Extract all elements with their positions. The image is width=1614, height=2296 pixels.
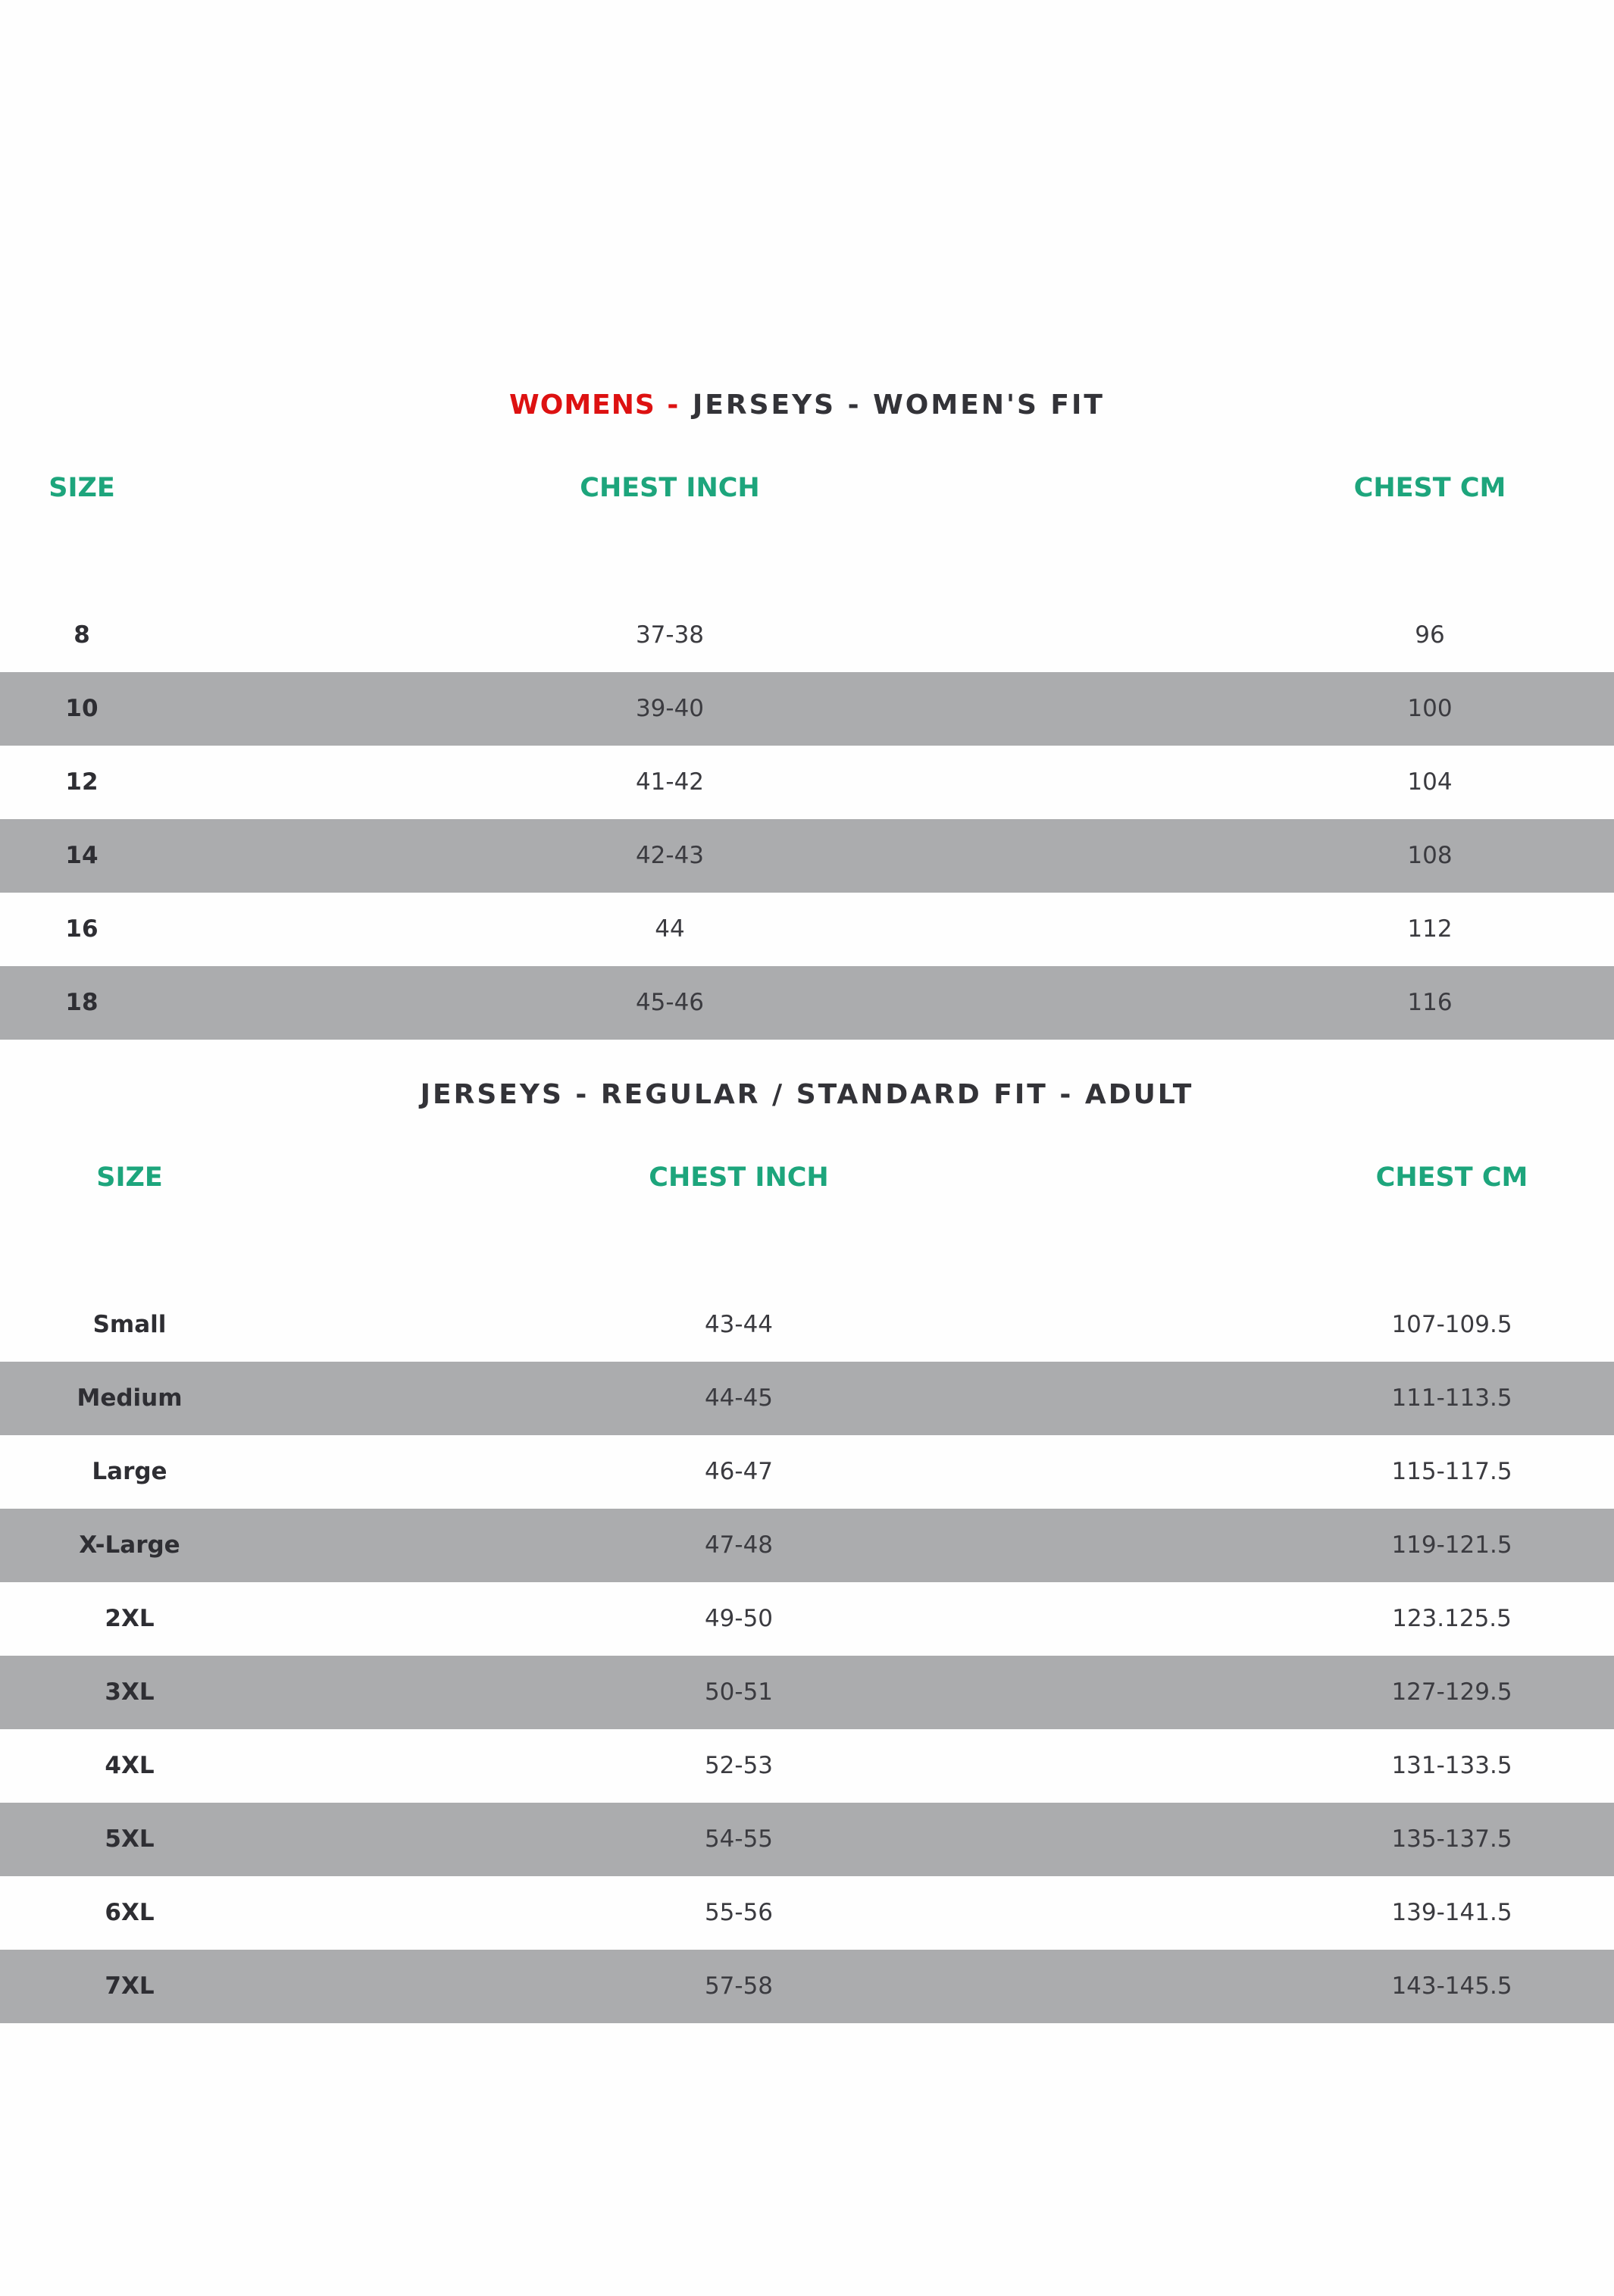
header-size: SIZE [48, 473, 115, 503]
size-cell: 5XL [105, 1825, 155, 1853]
chest-cm-cell: 107-109.5 [1391, 1311, 1512, 1338]
table-row [0, 1803, 1614, 1876]
womens-title-text: JERSEYS - WOMEN'S FIT [692, 389, 1105, 421]
table-row [0, 1729, 1614, 1803]
table-row [0, 819, 1614, 893]
womens-header-row [0, 452, 1614, 525]
chest-inch-cell: 54-55 [704, 1825, 774, 1853]
womens-table-title [0, 389, 1614, 421]
size-cell: 18 [65, 989, 99, 1016]
chest-cm-cell: 96 [1415, 621, 1445, 649]
chest-inch-cell: 44 [655, 915, 685, 943]
header-chest-inch: CHEST INCH [649, 1162, 829, 1193]
chest-cm-cell: 104 [1407, 768, 1453, 796]
chest-cm-cell: 119-121.5 [1391, 1531, 1512, 1559]
regular-table-title: JERSEYS - REGULAR / STANDARD FIT - ADULT [420, 1079, 1194, 1110]
size-cell: 14 [65, 842, 99, 869]
chest-inch-cell: 39-40 [635, 695, 705, 722]
size-cell: 3XL [105, 1678, 155, 1706]
size-cell: Small [92, 1311, 167, 1338]
table-row [0, 746, 1614, 819]
table-row [0, 1288, 1614, 1362]
chest-cm-cell: 112 [1407, 915, 1453, 943]
chest-inch-cell: 47-48 [704, 1531, 774, 1559]
size-cell: X-Large [79, 1531, 180, 1559]
size-cell: 2XL [105, 1605, 155, 1632]
table-row [0, 1509, 1614, 1582]
chest-cm-cell: 100 [1407, 695, 1453, 722]
table-row [0, 1876, 1614, 1950]
chest-cm-cell: 123.125.5 [1392, 1605, 1512, 1632]
chest-cm-cell: 115-117.5 [1391, 1458, 1512, 1485]
size-cell: 4XL [105, 1752, 155, 1779]
womens-label: WOMENS [509, 389, 655, 421]
chest-cm-cell: 111-113.5 [1391, 1384, 1512, 1412]
header-chest-cm: CHEST CM [1353, 473, 1506, 503]
chest-cm-cell: 143-145.5 [1391, 1972, 1512, 2000]
size-cell: 16 [65, 915, 99, 943]
chest-inch-cell: 42-43 [635, 842, 705, 869]
chest-inch-cell: 50-51 [704, 1678, 774, 1706]
table-row [0, 893, 1614, 966]
table-row [0, 1582, 1614, 1656]
chest-cm-cell: 127-129.5 [1391, 1678, 1512, 1706]
chest-inch-cell: 44-45 [704, 1384, 774, 1412]
header-chest-inch: CHEST INCH [580, 473, 760, 503]
table-row [0, 1362, 1614, 1435]
chest-inch-cell: 41-42 [635, 768, 705, 796]
chest-inch-cell: 43-44 [704, 1311, 774, 1338]
chest-cm-cell: 139-141.5 [1391, 1899, 1512, 1926]
table-row [0, 1656, 1614, 1729]
chest-inch-cell: 55-56 [704, 1899, 774, 1926]
table-row [0, 1950, 1614, 2023]
chest-inch-cell: 46-47 [704, 1458, 774, 1485]
table-row [0, 1435, 1614, 1509]
chest-inch-cell: 45-46 [635, 989, 705, 1016]
chest-inch-cell: 37-38 [635, 621, 705, 649]
chest-cm-cell: 131-133.5 [1391, 1752, 1512, 1779]
size-cell: Large [92, 1458, 167, 1485]
header-size: SIZE [96, 1162, 163, 1193]
chest-inch-cell: 52-53 [704, 1752, 774, 1779]
chest-inch-cell: 49-50 [704, 1605, 774, 1632]
size-cell: 6XL [105, 1899, 155, 1926]
size-cell: Medium [77, 1384, 183, 1412]
regular-header-row [0, 1141, 1614, 1215]
size-cell: 10 [65, 695, 99, 722]
table-row [0, 672, 1614, 746]
chest-cm-cell: 116 [1407, 989, 1453, 1016]
size-cell: 12 [65, 768, 99, 796]
header-chest-cm: CHEST CM [1375, 1162, 1528, 1193]
chest-inch-cell: 57-58 [704, 1972, 774, 2000]
table-row [0, 966, 1614, 1040]
size-cell: 7XL [105, 1972, 155, 2000]
chest-cm-cell: 135-137.5 [1391, 1825, 1512, 1853]
table-row [0, 599, 1614, 672]
womens-dash: - [667, 389, 681, 421]
size-cell: 8 [74, 621, 90, 649]
chest-cm-cell: 108 [1407, 842, 1453, 869]
